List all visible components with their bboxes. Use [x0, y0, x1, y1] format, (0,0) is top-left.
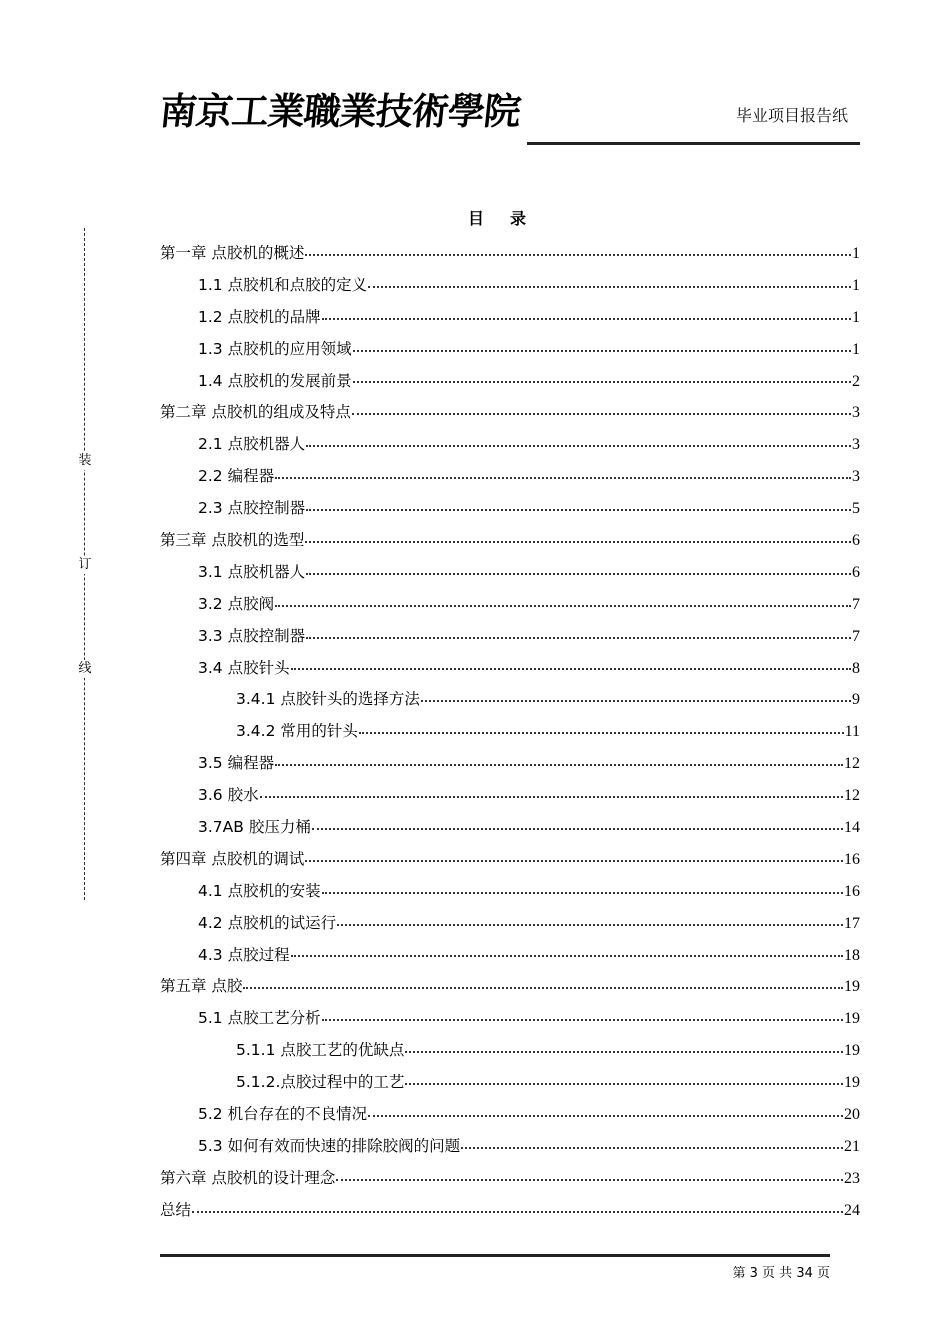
toc-entry-page: 6 — [852, 563, 860, 581]
toc-entry-label: 5.1.2.点胶过程中的工艺 — [236, 1073, 405, 1092]
toc-leader-dots — [352, 412, 851, 415]
toc-entry[interactable] — [160, 940, 860, 972]
toc-leader-dots — [421, 699, 851, 702]
toc-leader-dots — [243, 986, 843, 989]
toc-entry-page: 7 — [852, 627, 860, 645]
toc-entry-label: 5.2 机台存在的不良情况 — [198, 1105, 368, 1124]
toc-entry-page: 19 — [844, 1042, 860, 1060]
toc-entry[interactable] — [160, 270, 860, 302]
toc-entry[interactable] — [160, 1035, 860, 1067]
toc-entry-label: 3.7AB 胶压力桶 — [198, 818, 311, 837]
toc-entry-label: 总结 — [160, 1200, 192, 1219]
toc-entry-label: 5.1 点胶工艺分析 — [198, 1009, 321, 1028]
binding-mark-ding: 订 — [78, 557, 92, 572]
toc-leader-dots — [305, 253, 851, 256]
toc-entry-label: 5.1.1 点胶工艺的优缺点 — [236, 1041, 405, 1060]
toc-leader-dots — [405, 1082, 843, 1085]
toc-entry-label: 4.2 点胶机的试运行 — [198, 913, 337, 932]
toc-entry-label: 2.1 点胶机器人 — [198, 435, 306, 454]
binding-mark-xian: 线 — [78, 661, 92, 676]
toc-leader-dots — [275, 763, 843, 766]
toc-entry[interactable] — [160, 557, 860, 589]
toc-entry-label: 第三章 点胶机的选型 — [160, 531, 305, 550]
toc-leader-dots — [275, 476, 851, 479]
toc-entry[interactable] — [160, 493, 860, 525]
toc-leader-dots — [353, 380, 851, 383]
footer-divider — [160, 1254, 830, 1257]
toc-leader-dots — [305, 540, 851, 543]
toc-entry-page: 17 — [844, 914, 860, 932]
toc-entry-page: 20 — [844, 1106, 860, 1124]
toc-entry[interactable] — [160, 1067, 860, 1099]
binding-mark-zhuang: 装 — [78, 453, 92, 468]
toc-entry-page: 12 — [844, 755, 860, 773]
toc-entry-label: 1.1 点胶机和点胶的定义 — [198, 275, 368, 294]
toc-entry-page: 7 — [852, 595, 860, 613]
toc-entry[interactable] — [160, 653, 860, 685]
table-of-contents — [160, 238, 860, 1227]
toc-entry[interactable] — [160, 525, 860, 557]
toc-entry-label: 1.3 点胶机的应用领域 — [198, 339, 352, 358]
toc-entry-page: 1 — [852, 340, 860, 358]
toc-leader-dots — [305, 859, 843, 862]
toc-entry-page: 2 — [852, 372, 860, 390]
toc-entry-page: 3 — [852, 404, 860, 422]
toc-entry-label: 4.1 点胶机的安装 — [198, 881, 321, 900]
toc-leader-dots — [461, 1146, 843, 1149]
toc-entry[interactable] — [160, 1163, 860, 1195]
toc-entry-label: 1.2 点胶机的品牌 — [198, 307, 321, 326]
toc-entry-page: 3 — [852, 468, 860, 486]
toc-entry-page: 1 — [852, 276, 860, 294]
toc-entry[interactable] — [160, 1099, 860, 1131]
toc-entry[interactable] — [160, 1131, 860, 1163]
toc-entry-page: 21 — [844, 1137, 860, 1155]
toc-leader-dots — [192, 1210, 843, 1213]
toc-entry[interactable] — [160, 716, 860, 748]
toc-entry-label: 3.2 点胶阀 — [198, 594, 275, 613]
toc-leader-dots — [322, 1018, 843, 1021]
toc-entry[interactable] — [160, 684, 860, 716]
report-paper-label: 毕业项目报告纸 — [736, 106, 849, 125]
toc-entry-page: 24 — [844, 1201, 860, 1219]
toc-entry-page: 3 — [852, 436, 860, 454]
toc-entry[interactable] — [160, 812, 860, 844]
header-divider — [527, 142, 860, 145]
toc-entry-page: 8 — [852, 659, 860, 677]
toc-entry-label: 1.4 点胶机的发展前景 — [198, 371, 352, 390]
toc-leader-dots — [291, 667, 851, 670]
toc-leader-dots — [368, 285, 851, 288]
toc-entry-label: 第二章 点胶机的组成及特点 — [160, 403, 351, 422]
toc-entry[interactable] — [160, 876, 860, 908]
toc-entry-label: 第六章 点胶机的设计理念 — [160, 1168, 336, 1187]
toc-entry[interactable] — [160, 908, 860, 940]
toc-entry-label: 第一章 点胶机的概述 — [160, 244, 305, 262]
toc-entry-label: 2.2 编程器 — [198, 467, 275, 486]
toc-entry-page: 19 — [844, 978, 860, 996]
toc-entry[interactable] — [160, 1195, 860, 1227]
toc-leader-dots — [405, 1050, 843, 1053]
toc-leader-dots — [306, 572, 851, 575]
toc-leader-dots — [336, 1178, 843, 1181]
toc-leader-dots — [306, 444, 851, 447]
toc-leader-dots — [368, 1114, 843, 1117]
toc-entry[interactable] — [160, 238, 860, 270]
toc-entry[interactable] — [160, 780, 860, 812]
toc-entry-page: 12 — [844, 787, 860, 805]
school-logo: 南京工業職業技術學院 — [157, 89, 523, 133]
toc-leader-dots — [359, 731, 844, 734]
toc-entry[interactable] — [160, 429, 860, 461]
toc-entry-label: 4.3 点胶过程 — [198, 945, 290, 964]
toc-entry-label: 3.1 点胶机器人 — [198, 562, 306, 581]
toc-entry[interactable] — [160, 334, 860, 366]
toc-entry[interactable] — [160, 461, 860, 493]
toc-leader-dots — [260, 795, 843, 798]
toc-leader-dots — [291, 954, 843, 957]
toc-entry-page: 1 — [852, 245, 860, 262]
toc-entry-label: 3.4 点胶针头 — [198, 658, 290, 677]
toc-entry-label: 3.6 胶水 — [198, 786, 259, 805]
toc-entry-page: 16 — [844, 882, 860, 900]
toc-entry-label: 3.4.2 常用的针头 — [236, 722, 358, 741]
toc-leader-dots — [337, 923, 843, 926]
page-number: 第 3 页 共 34 页 — [732, 1266, 830, 1281]
toc-entry-label: 3.3 点胶控制器 — [198, 626, 306, 645]
toc-entry-page: 14 — [844, 819, 860, 837]
toc-entry-page: 9 — [852, 691, 860, 709]
toc-entry-label: 3.5 编程器 — [198, 754, 275, 773]
toc-entry[interactable] — [160, 844, 860, 876]
toc-leader-dots — [322, 891, 843, 894]
toc-entry[interactable] — [160, 589, 860, 621]
toc-entry-page: 6 — [852, 532, 860, 550]
toc-entry-page: 19 — [844, 1010, 860, 1028]
toc-leader-dots — [275, 604, 851, 607]
toc-entry-label: 5.3 如何有效而快速的排除胶阀的问题 — [198, 1136, 461, 1155]
toc-entry[interactable] — [160, 971, 860, 1003]
toc-entry[interactable] — [160, 621, 860, 653]
toc-entry-page: 11 — [844, 723, 860, 741]
toc-leader-dots — [306, 508, 851, 511]
toc-entry-page: 23 — [844, 1169, 860, 1187]
toc-leader-dots — [322, 317, 851, 320]
toc-entry-page: 19 — [844, 1074, 860, 1092]
toc-entry-page: 1 — [852, 308, 860, 326]
toc-title: 目录 — [467, 209, 552, 228]
toc-leader-dots — [306, 636, 851, 639]
toc-entry[interactable] — [160, 397, 860, 429]
toc-entry[interactable] — [160, 1003, 860, 1035]
toc-entry-page: 16 — [844, 850, 860, 868]
toc-leader-dots — [353, 349, 851, 352]
toc-entry-label: 第五章 点胶 — [160, 977, 243, 996]
toc-entry-page: 5 — [852, 500, 860, 518]
toc-entry-page: 18 — [844, 946, 860, 964]
toc-entry[interactable] — [160, 366, 860, 398]
toc-entry-label: 第四章 点胶机的调试 — [160, 849, 305, 868]
toc-leader-dots — [312, 827, 843, 830]
toc-entry[interactable] — [160, 302, 860, 334]
toc-entry[interactable] — [160, 748, 860, 780]
toc-entry-label: 3.4.1 点胶针头的选择方法 — [236, 690, 420, 709]
toc-entry-label: 2.3 点胶控制器 — [198, 499, 306, 518]
